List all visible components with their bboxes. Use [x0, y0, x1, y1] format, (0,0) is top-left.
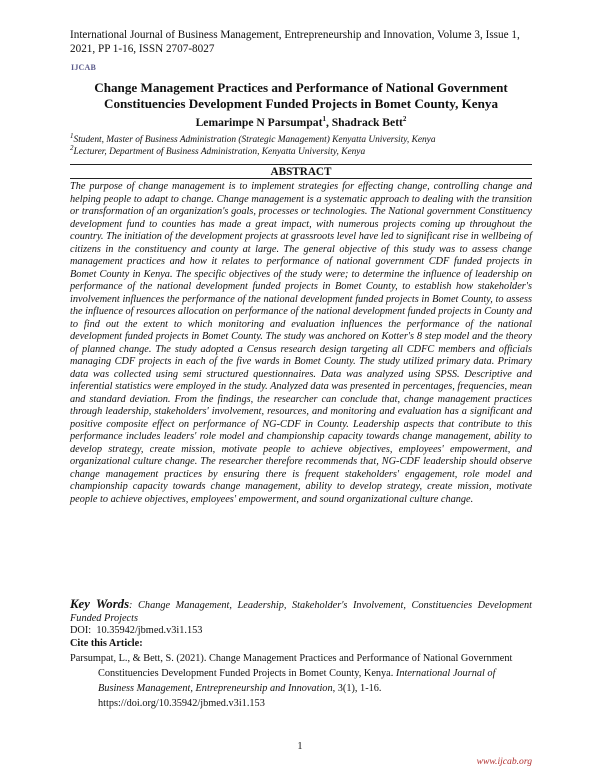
citation	[70, 651, 532, 711]
doi-label: DOI:	[70, 625, 92, 636]
author-separator: ,	[325, 115, 332, 129]
keywords-text: : Change Management, Leadership, Stakeholder's Involvement, Constituencies Development Funded Projects	[70, 600, 532, 624]
abstract-bottom-rule	[70, 178, 532, 179]
ijcab-logo	[70, 62, 97, 73]
affiliation-2-text: Lecturer, Department of Business Administration, Kenyatta University, Kenya	[73, 147, 366, 158]
affiliation-2-sup: 2	[70, 144, 74, 152]
affiliation-1-sup: 1	[70, 132, 74, 140]
footer-url[interactable]: www.ijcab.org	[476, 756, 532, 767]
affiliation-2	[70, 144, 365, 157]
citation-journal: International Journal of Business Management, Entrepreneurship and Innovation	[98, 668, 496, 694]
author-1-sup: 1	[322, 115, 326, 123]
keywords	[70, 598, 532, 625]
author-2-sup: 2	[402, 115, 407, 123]
cite-heading: Cite this Article:	[70, 638, 143, 649]
journal-header-line1: International Journal of Business Management, Entrepreneurship and Innovation, Volume 3, Issue 1,	[70, 29, 520, 41]
author-2: Shadrack Bett	[331, 115, 403, 129]
page-number: 1	[297, 741, 303, 752]
abstract-body: The purpose of change management is to implement strategies for effecting change, controlling change and helping people to adapt to change. Change management is a systematic approach to dealing with the transition or transformation of an organization's goals, processes or technologies. The National government Constituency development fund to counties has made a great impact, with numerous projects coming up throughout the country. The initiation of the development projects at grassroots level have led to significant rise in wellbeing of citizens in the constituency and county at large. The general objective of this study was to assess change management practices and how it relates to performance of national government CDF funded projects in Bomet County in Kenya. The specific objectives of the study were; to determine the influence of leadership on performance of the national development funded projects in Bomet County, to establish how stakeholder's involvement influences the performance of the national development funded projects in Bomet County, to assess the influence of resources allocation on performance of the national development funded projects in County and to find out the extent to which monitoring and evaluation influences the performance of the national development funded projects in Bomet County. The study was anchored on Kotter's 8 step model and the theory of planned change. The study adopted a Census research design targeting all CDFC members and officials managing CDF projects in each of the five wards in Bomet County. The study utilized primary data. Primary data was collected using semi structured questionnaires. Data was analyzed using SPSS. Descriptive and inferential statistics were employed in the study. Analyzed data was presented in percentages, frequencies, mean and standard deviation. From the findings, the researcher can conclude that, change management practices through leadership, stakeholders' involvement, resources, and monitoring and evaluation has a significant and positive composite effect on performance of NG-CDF in County. Leadership aspects that contribute to this performance includes leaders' role model and championship capacity towards change management, ability to develop strategy, create mission, motivate people to achieve objectives, employees' empowerment, and organizational culture change. The researcher therefore recommends that, NG-CDF leadership should observe change management practices by ensuring there is frequent stakeholders' engagement, role model and championship capacity towards change management, ability to develop strategy, create mission, motivate people to achieve objectives, employees' empowerment, and sound organizational culture change.	[70, 181, 532, 505]
abstract-heading: ABSTRACT	[270, 166, 332, 178]
citation-tail: , 3(1), 1-16. https://doi.org/10.35942/jbmed.v3i1.153	[98, 683, 382, 709]
doi-value: 10.35942/jbmed.v3i1.153	[96, 625, 203, 636]
citation-plain: Parsumpat, L., & Bett, S. (2021). Change Management Practices and Performance of National Government Constituencies Development Funded Projects in Bomet County, Kenya.	[70, 653, 513, 679]
journal-header-line2: 2021, PP 1-16, ISSN 2707-8027	[70, 43, 215, 55]
paper-title: Change Management Practices and Performance of National Government Constituencies Development Funded Projects in Bomet County, Kenya	[94, 80, 508, 111]
doi	[70, 625, 202, 636]
authors	[70, 115, 532, 129]
journal-header	[70, 28, 540, 56]
author-1: Lemarimpe N Parsumpat	[195, 115, 323, 129]
abstract-top-rule	[70, 164, 532, 165]
keywords-label: Key Words	[70, 597, 130, 611]
affiliation-1-text: Student, Master of Business Administration (Strategic Management) Kenyatta University, Kenya	[73, 135, 436, 146]
logo-text: IJCAB	[71, 63, 97, 72]
citation-text	[70, 651, 532, 711]
